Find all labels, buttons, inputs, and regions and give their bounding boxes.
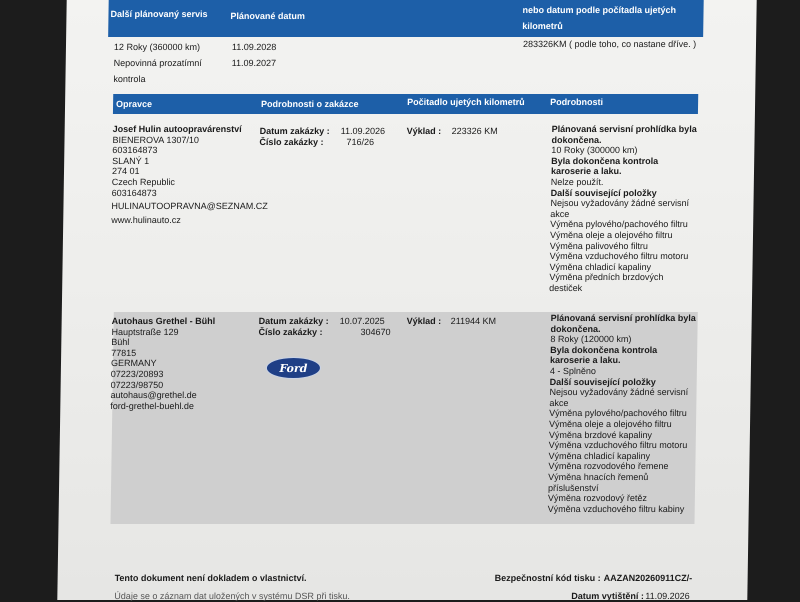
details-line: Výměna pylového/pachového filtru [550, 219, 688, 230]
header-details: Podrobnosti [550, 97, 604, 107]
print-date-value: 11.09.2026 [645, 591, 690, 601]
garage-address-1 [111, 124, 269, 225]
details-line: karoserie a laku. [550, 166, 622, 177]
details-line: 8 Roky (120000 km) [550, 334, 632, 345]
email-line: autohaus@grethel.de [110, 390, 197, 401]
header-km-date-2: kilometrů [522, 21, 563, 31]
details-line: Další související položky [550, 187, 657, 198]
details-line: Výměna vzduchového filtru motoru [548, 440, 688, 451]
details-line: dokončena. [551, 134, 602, 145]
reading-value: 211944 KM [450, 316, 497, 326]
phone-line: 07223/98750 [110, 379, 164, 390]
header-next-service: Další plánovaný servis [110, 9, 208, 19]
details-line: Výměna chladicí kapaliny [549, 261, 652, 272]
country-line: GERMANY [110, 358, 157, 369]
details-line: akce [550, 208, 570, 219]
order-number-label: Číslo zakázky : [259, 137, 324, 147]
order-number-value: 304670 [360, 327, 391, 337]
reading-label: Výklad : [406, 316, 442, 326]
next-service-date: 11.09.2028 [231, 42, 277, 52]
details-line: Výměna palivového filtru [549, 240, 648, 251]
interim-check-name-2: kontrola [113, 74, 146, 84]
header-order-details: Podrobnosti o zakázce [261, 99, 359, 109]
details-line: Plánovaná servisní prohlídka byla [550, 313, 696, 323]
website-line: www.hulinauto.cz [111, 214, 181, 225]
header-planned-date: Plánované datum [230, 11, 306, 21]
details-line: Výměna vzduchového filtru motoru [549, 251, 689, 262]
postcode-line: 77815 [111, 347, 137, 358]
ownership-disclaimer: Tento dokument není dokladem o vlastnictví. [114, 573, 307, 583]
details-list-1 [549, 124, 697, 294]
details-line: Nejsou vyžadovány žádné servisní [549, 387, 689, 398]
order-number-label: Číslo zakázky : [258, 327, 323, 337]
order-date-value: 11.09.2026 [340, 126, 386, 136]
next-service-name: 12 Roky (360000 km) [113, 42, 201, 52]
city-line: Bühl [111, 337, 130, 348]
order-date-label: Datum zakázky : [259, 126, 330, 136]
phone-line: 07223/20893 [110, 368, 164, 379]
details-line: Výměna brzdové kapaliny [548, 429, 653, 440]
details-line: destiček [549, 282, 583, 293]
order-date-value: 10.07.2025 [339, 316, 385, 326]
details-line: akce [549, 397, 569, 408]
details-line: Byla dokončena kontrola [551, 155, 659, 166]
details-line: příslušenství [547, 482, 599, 493]
details-line: 10 Roky (300000 km) [551, 145, 638, 156]
postcode-line: 274 01 [111, 166, 140, 177]
order-number-value: 716/26 [346, 137, 375, 147]
details-line: Výměna rozvodový řetěz [547, 493, 648, 504]
details-line: Výměna vzduchového filtru kabiny [547, 503, 685, 514]
details-line: Výměna oleje a olejového filtru [548, 418, 672, 429]
details-line: Byla dokončena kontrola [550, 344, 658, 355]
interim-check-date: 11.09.2027 [231, 58, 277, 68]
details-line: Další související položky [549, 376, 656, 387]
header-km-date-1: nebo datum podle počítadla ujetých [522, 5, 677, 15]
next-service-km: 283326KM ( podle toho, co nastane dříve. ) [522, 39, 697, 49]
reading-label: Výklad : [406, 126, 442, 136]
security-code-label: Bezpečnostní kód tisku : [494, 573, 601, 583]
phone-line: 603164873 [111, 187, 157, 198]
data-disclaimer: Údaje se o záznam dat uložených v systému DSR při tisku. [114, 591, 351, 601]
garage-name: Autohaus Grethel - Bühl [111, 316, 216, 326]
details-line: Výměna pylového/pachového filtru [549, 408, 687, 419]
address-line: Hauptstraße 129 [111, 326, 179, 337]
next-service-header [108, 0, 704, 37]
ford-logo: Ford [266, 357, 321, 379]
email-line: HULINAUTOOPRAVNA@SEZNAM.CZ [111, 201, 268, 212]
order-date-label: Datum zakázky : [258, 316, 329, 326]
details-line: Výměna hnacích řemenů [548, 471, 649, 482]
history-header [113, 94, 698, 114]
garage-name: Josef Hulin autoopravárenství [112, 124, 242, 134]
details-line: Výměna chladicí kapaliny [548, 450, 651, 461]
document-page [57, 0, 756, 600]
header-odometer: Počitadlo ujetých kilometrů [407, 97, 525, 107]
city-line: SLANÝ 1 [112, 155, 150, 166]
details-line: Výměna předních brzdových [549, 272, 664, 283]
website-line: ford-grethel-buehl.de [110, 400, 194, 411]
details-line: Plánovaná servisní prohlídka byla [551, 124, 697, 134]
details-list-2 [548, 313, 696, 514]
phone-line: 603164873 [112, 145, 158, 156]
details-line: Nelze použít. [550, 176, 604, 187]
reading-value: 223326 KM [451, 126, 498, 136]
details-line: Výměna oleje a olejového filtru [549, 229, 673, 240]
garage-address-2 [110, 316, 215, 411]
details-line: 4 - Splněno [549, 365, 597, 376]
address-line: BIENEROVA 1307/10 [112, 134, 199, 145]
details-line: dokončena. [550, 323, 601, 334]
security-code-value: AAZAN20260911CZ/- [603, 573, 693, 583]
details-line: Výměna rozvodového řemene [548, 461, 669, 472]
details-line: Nejsou vyžadovány žádné servisní [550, 198, 690, 209]
interim-check-name: Nepovinná prozatímní [113, 58, 202, 68]
country-line: Czech Republic [111, 176, 175, 187]
details-line: karoserie a laku. [549, 355, 621, 366]
print-date-label: Datum vytištění : [571, 591, 644, 601]
header-garage: Opravce [116, 99, 153, 109]
